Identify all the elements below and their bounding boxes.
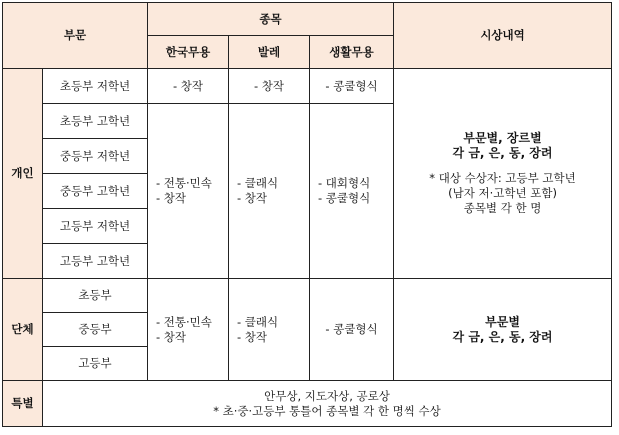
group-korean	[148, 279, 229, 381]
special-label: 특별	[3, 381, 43, 427]
individual-korean-item: - 전통·민속	[156, 176, 212, 190]
special-line1: 안무상, 지도자상, 공로상	[264, 388, 390, 403]
header-event: 종목	[148, 3, 394, 36]
individual-awards	[394, 69, 612, 279]
individual-awards-line1: 부문별, 장르별	[463, 131, 542, 145]
individual-korean-item: - 창작	[156, 191, 187, 205]
individual-awards-line2: 각 금, 은, 동, 장려	[452, 146, 553, 160]
group-life: - 콩쿨형식	[310, 279, 394, 381]
special-line2: * 초·중·고등부 통틀어 종목별 각 한 명씩 수상	[213, 403, 441, 418]
individual-life-item: - 대회형식	[318, 176, 371, 190]
group-awards	[394, 279, 612, 381]
header-event-life: 생활무용	[310, 36, 394, 69]
header-event-korean: 한국무용	[148, 36, 229, 69]
group-level: 고등부	[43, 347, 148, 381]
individual-level: 고등부 저학년	[43, 209, 148, 244]
group-korean-item: - 창작	[156, 329, 187, 344]
individual-life-item: - 콩쿨형식	[318, 191, 371, 205]
group-awards-line1: 부문별	[485, 314, 520, 329]
awards-table	[2, 2, 612, 427]
group-label: 단체	[3, 279, 43, 381]
group-level: 중등부	[43, 313, 148, 347]
individual-label: 개인	[3, 69, 43, 279]
group-level: 초등부	[43, 279, 148, 313]
special-content	[43, 381, 612, 427]
group-ballet-item: - 창작	[237, 329, 268, 344]
individual-level: 중등부 고학년	[43, 174, 148, 209]
individual-ballet-item: - 창작	[237, 191, 268, 205]
individual-korean-first: - 창작	[148, 69, 229, 104]
individual-korean	[148, 104, 229, 279]
header-division: 부문	[3, 3, 148, 69]
individual-level: 고등부 고학년	[43, 244, 148, 279]
individual-awards-note1: * 대상 수상자: 고등부 고학년	[429, 171, 576, 185]
group-ballet	[229, 279, 310, 381]
group-ballet-item: - 클래식	[237, 314, 279, 329]
individual-level: 초등부 저학년	[43, 69, 148, 104]
group-awards-line2: 각 금, 은, 동, 장려	[452, 329, 553, 344]
individual-level: 중등부 저학년	[43, 139, 148, 174]
individual-ballet-item: - 클래식	[237, 176, 279, 190]
individual-ballet-first: - 창작	[229, 69, 310, 104]
header-awards: 시상내역	[394, 3, 612, 69]
individual-ballet	[229, 104, 310, 279]
individual-life-first: - 콩쿨형식	[310, 69, 394, 104]
individual-awards-note3: 종목별 각 한 명	[463, 201, 542, 215]
individual-level: 초등부 고학년	[43, 104, 148, 139]
individual-awards-note2: (남자 저·고학년 포함)	[448, 186, 557, 200]
header-event-ballet: 발레	[229, 36, 310, 69]
individual-life	[310, 104, 394, 279]
group-korean-item: - 전통·민속	[156, 314, 212, 329]
